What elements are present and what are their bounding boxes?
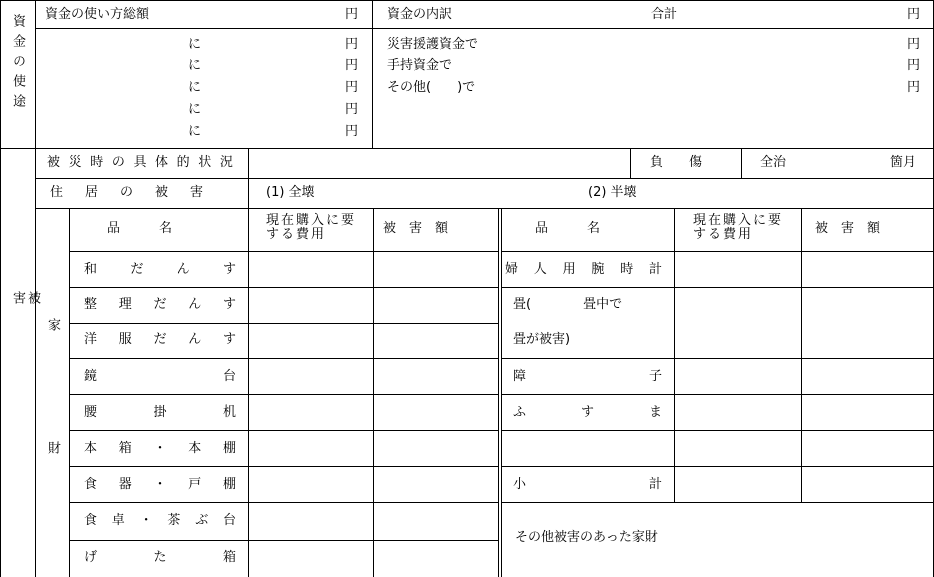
label-char: 机: [222, 405, 236, 420]
col-cost-header: 現在購入に要する費用: [693, 213, 784, 242]
rule: [69, 394, 499, 395]
rule: [501, 394, 934, 395]
rule: [69, 208, 70, 577]
label-char: 掛: [153, 405, 167, 420]
label-char: す: [222, 262, 236, 277]
rule: [248, 148, 249, 577]
rule: [741, 148, 742, 178]
rule: [69, 358, 499, 359]
dwelling-label: 住居の被害: [50, 185, 226, 200]
left-item: [84, 405, 236, 420]
rule: [501, 466, 934, 467]
rule: [69, 540, 499, 541]
rule: [69, 287, 499, 288]
rule: [501, 287, 934, 288]
label-char: ・: [153, 477, 167, 492]
label-char: 具: [133, 155, 151, 170]
rule: [801, 208, 802, 502]
label-char: 食: [84, 477, 98, 492]
label-char: 災: [68, 155, 86, 170]
label-char: 状: [198, 155, 216, 170]
label-char: 本: [188, 441, 202, 456]
tatami-line1: 畳( 畳中で: [513, 297, 623, 312]
label-char: ん: [188, 297, 202, 312]
label-char: 理: [118, 297, 132, 312]
rule: [498, 208, 499, 577]
rule: [372, 0, 373, 148]
use-ni: に: [188, 80, 202, 95]
full-recovery-label: 全治: [760, 155, 787, 170]
right-item: [513, 405, 662, 420]
label-char: 茶: [167, 513, 181, 528]
label-char: 食: [84, 513, 98, 528]
label-char: 腕: [591, 262, 605, 277]
col-amount-header: 被 害 額: [815, 221, 881, 236]
label-char: ま: [648, 405, 662, 420]
rule: [501, 502, 934, 503]
label-char: た: [153, 550, 167, 565]
label-char: 子: [648, 369, 662, 384]
label-char: ふ: [513, 405, 527, 420]
use-yen: 円: [345, 58, 359, 73]
label-char: ・: [139, 513, 153, 528]
label-char: ん: [176, 262, 190, 277]
label-char: 服: [118, 332, 132, 347]
col-item-header: 品 名: [535, 221, 601, 236]
funds-side-label: 資金の使途: [10, 14, 25, 114]
damage-side-label: 被害: [10, 291, 40, 444]
rule: [501, 358, 934, 359]
label-char: 洋: [84, 332, 98, 347]
label-char: 戸: [188, 477, 202, 492]
rule: [0, 148, 934, 149]
household-label: 家財: [45, 318, 60, 564]
sum-label: 合計: [651, 7, 678, 22]
label-char: だ: [130, 262, 144, 277]
right-item: [513, 477, 662, 492]
label-char: す: [222, 332, 236, 347]
label-char: 箱: [118, 441, 132, 456]
label-char: 体: [155, 155, 173, 170]
label-char: す: [222, 297, 236, 312]
own-fund-yen: 円: [907, 58, 921, 73]
breakdown-label: 資金の内訳: [387, 7, 453, 22]
use-yen: 円: [345, 102, 359, 117]
use-ni: に: [188, 58, 202, 73]
label-char: 台: [222, 369, 236, 384]
rule: [501, 208, 502, 577]
left-item: [84, 513, 236, 528]
right-item: [505, 262, 662, 277]
label-char: 台: [222, 513, 236, 528]
label-char: 婦: [505, 262, 519, 277]
left-item: [84, 262, 236, 277]
label-char: ・: [153, 441, 167, 456]
disaster-fund-label: 災害援護資金で: [387, 37, 479, 52]
use-ni: に: [188, 124, 202, 139]
label-char: 人: [533, 262, 547, 277]
rule: [35, 208, 934, 209]
label-char: 計: [648, 477, 662, 492]
label-char: 棚: [222, 441, 236, 456]
rule: [501, 251, 934, 252]
label-char: 小: [513, 477, 527, 492]
sum-yen: 円: [907, 7, 921, 22]
rule: [674, 208, 675, 502]
rule: [0, 0, 1, 577]
use-ni: に: [188, 102, 202, 117]
label-char: げ: [84, 550, 98, 565]
label-char: 被: [47, 155, 65, 170]
disaster-fund-yen: 円: [907, 37, 921, 52]
right-item: [513, 369, 662, 384]
rule: [35, 178, 934, 179]
col-cost-header: 現在購入に要する費用: [266, 213, 357, 242]
left-item: [84, 332, 236, 347]
label-char: 本: [84, 441, 98, 456]
rule: [69, 466, 499, 467]
left-item: [84, 477, 236, 492]
rule: [69, 251, 499, 252]
label-char: の: [111, 155, 129, 170]
half-destroy-label: (2) 半壊: [588, 185, 637, 200]
total-yen: 円: [345, 7, 359, 22]
label-char: 鏡: [84, 369, 98, 384]
left-item: [84, 550, 236, 565]
use-yen: 円: [345, 124, 359, 139]
own-fund-label: 手持資金で: [387, 58, 453, 73]
label-char: だ: [153, 332, 167, 347]
label-char: 和: [84, 262, 98, 277]
rule: [0, 0, 934, 1]
other-fund-yen: 円: [907, 80, 921, 95]
label-char: だ: [153, 297, 167, 312]
rule: [630, 148, 631, 178]
left-item: [84, 297, 236, 312]
label-char: 整: [84, 297, 98, 312]
full-destroy-label: (1) 全壊: [266, 185, 315, 200]
label-char: 障: [513, 369, 527, 384]
rule: [373, 208, 374, 577]
label-char: 用: [562, 262, 576, 277]
label-char: 的: [176, 155, 194, 170]
rule: [69, 430, 499, 431]
rule: [69, 502, 499, 503]
label-char: 腰: [84, 405, 98, 420]
col-amount-header: 被 害 額: [383, 221, 449, 236]
use-ni: に: [188, 37, 202, 52]
label-char: 時: [90, 155, 108, 170]
label-char: 計: [648, 262, 662, 277]
label-char: 器: [118, 477, 132, 492]
tatami-line2: 畳が被害): [513, 332, 571, 347]
use-yen: 円: [345, 37, 359, 52]
label-char: す: [580, 405, 594, 420]
rule: [501, 430, 934, 431]
left-item: [84, 441, 236, 456]
label-char: ん: [188, 332, 202, 347]
rule: [35, 28, 934, 29]
months-label: 箇月: [890, 155, 917, 170]
other-goods-label: その他被害のあった家財: [515, 530, 658, 545]
other-fund-label: その他( )で: [387, 80, 476, 95]
total-label: 資金の使い方総額: [45, 7, 150, 22]
rule: [69, 323, 499, 324]
use-yen: 円: [345, 80, 359, 95]
label-char: ぶ: [195, 513, 209, 528]
label-char: 時: [620, 262, 634, 277]
injury-label: 負 傷: [650, 155, 703, 170]
label-char: 棚: [222, 477, 236, 492]
label-char: 箱: [222, 550, 236, 565]
label-char: 況: [219, 155, 237, 170]
label-char: 卓: [111, 513, 125, 528]
left-item: [84, 369, 236, 384]
situation-label: [47, 155, 237, 170]
col-item-header: 品 名: [107, 221, 173, 236]
